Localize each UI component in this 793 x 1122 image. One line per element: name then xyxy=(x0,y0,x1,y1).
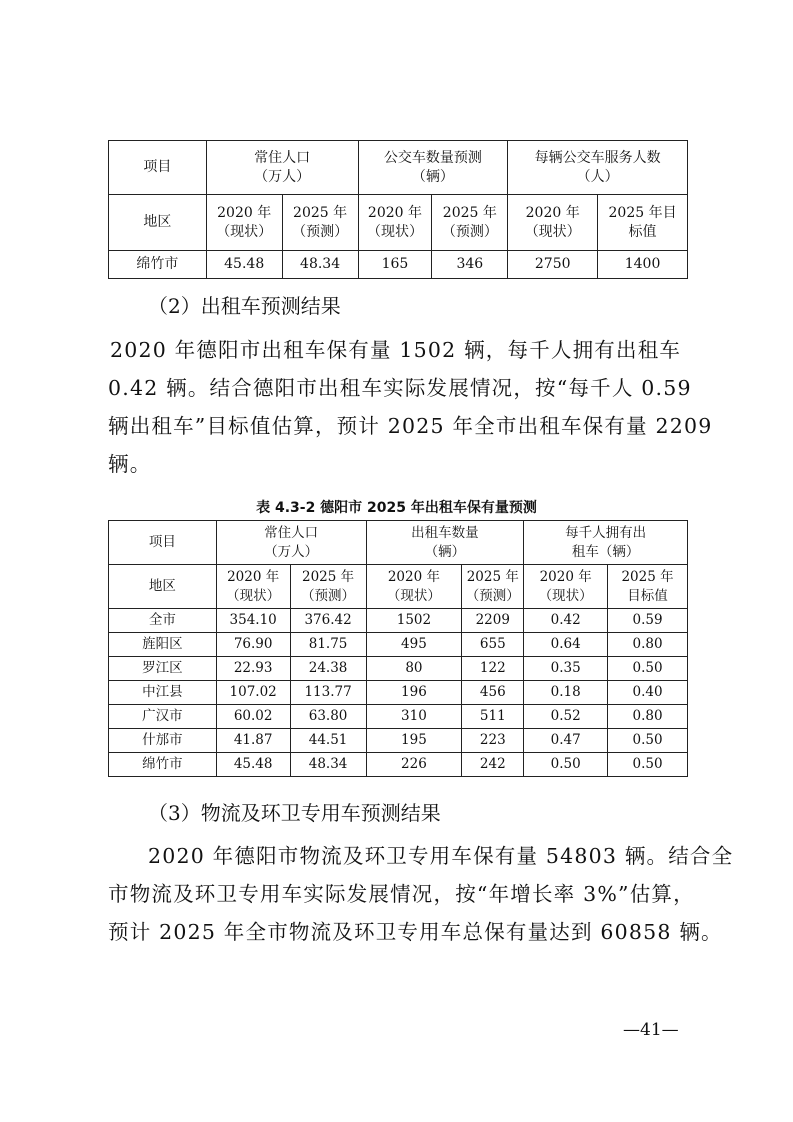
subheader-cell: 2025 年 （预测） xyxy=(462,565,524,609)
table-row xyxy=(109,633,688,657)
header-serve-per-bus: 每辆公交车服务人数 （人） xyxy=(508,141,688,195)
subheader-cell: 2020 年 （现状） xyxy=(524,565,608,609)
table-cell: 绵竹市 xyxy=(109,753,217,777)
table-cell: 63.80 xyxy=(290,705,366,729)
table-cell: 196 xyxy=(366,681,462,705)
table-cell: 0.80 xyxy=(608,633,688,657)
table-cell: 310 xyxy=(366,705,462,729)
table-cell: 2750 xyxy=(508,251,598,279)
table-cell: 44.51 xyxy=(290,729,366,753)
subheader-cell: 2020 年 （现状） xyxy=(358,195,432,251)
table-cell: 22.93 xyxy=(216,657,290,681)
table-cell: 0.50 xyxy=(524,753,608,777)
header-item: 项目 xyxy=(109,521,217,565)
table-header-row xyxy=(109,521,688,565)
subheader-cell: 2025 年 （预测） xyxy=(290,565,366,609)
table-cell: 0.18 xyxy=(524,681,608,705)
bus-forecast-table xyxy=(108,140,688,279)
table-cell: 0.50 xyxy=(608,729,688,753)
table-cell: 346 xyxy=(432,251,508,279)
table-cell: 0.64 xyxy=(524,633,608,657)
table-cell: 60.02 xyxy=(216,705,290,729)
table-cell: 223 xyxy=(462,729,524,753)
subheader-region: 地区 xyxy=(109,565,217,609)
table-cell: 罗江区 xyxy=(109,657,217,681)
table-cell: 226 xyxy=(366,753,462,777)
subheader-region: 地区 xyxy=(109,195,207,251)
subheader-cell: 2025 年 （预测） xyxy=(432,195,508,251)
table-cell: 48.34 xyxy=(290,753,366,777)
table-cell: 0.40 xyxy=(608,681,688,705)
table-subheader-row xyxy=(109,565,688,609)
table-cell: 41.87 xyxy=(216,729,290,753)
paragraph-line: 2020 年德阳市物流及环卫专用车保有量 54803 辆。结合全 xyxy=(148,844,734,868)
table-cell: 0.50 xyxy=(608,657,688,681)
paragraph-line: 2020 年德阳市出租车保有量 1502 辆，每千人拥有出租车 xyxy=(110,338,682,362)
table-cell: 0.47 xyxy=(524,729,608,753)
table-cell: 中江县 xyxy=(109,681,217,705)
table-cell: 什邡市 xyxy=(109,729,217,753)
header-item: 项目 xyxy=(109,141,207,195)
subheader-cell: 2020 年 （现状） xyxy=(508,195,598,251)
table-cell: 0.59 xyxy=(608,609,688,633)
paragraph-line: 辆出租车”目标值估算，预计 2025 年全市出租车保有量 2209 xyxy=(108,414,713,438)
table-cell: 0.80 xyxy=(608,705,688,729)
table-caption: 表 4.3-2 德阳市 2025 年出租车保有量预测 xyxy=(256,500,537,516)
paragraph-line: 0.42 辆。结合德阳市出租车实际发展情况，按“每千人 0.59 xyxy=(108,376,692,400)
table-cell: 48.34 xyxy=(282,251,358,279)
table-cell: 旌阳区 xyxy=(109,633,217,657)
header-bus-count: 公交车数量预测 （辆） xyxy=(358,141,508,195)
page-number: —41— xyxy=(623,1020,679,1040)
table-row xyxy=(109,729,688,753)
paragraph-line: 预计 2025 年全市物流及环卫专用车总保有量达到 60858 辆。 xyxy=(108,920,723,944)
table-cell: 45.48 xyxy=(206,251,282,279)
table-row xyxy=(109,681,688,705)
paragraph-line: 辆。 xyxy=(108,452,152,476)
paragraph-line: 市物流及环卫专用车实际发展情况，按“年增长率 3%”估算， xyxy=(108,882,695,906)
table-row xyxy=(109,705,688,729)
table-cell: 0.52 xyxy=(524,705,608,729)
table-row xyxy=(109,657,688,681)
subheader-cell: 2025 年 目标值 xyxy=(608,565,688,609)
table-cell: 全市 xyxy=(109,609,217,633)
table-cell: 广汉市 xyxy=(109,705,217,729)
subheader-cell: 2025 年 （预测） xyxy=(282,195,358,251)
section-heading-taxi: （2）出租车预测结果 xyxy=(148,294,341,318)
table-body xyxy=(109,609,688,777)
subheader-cell: 2025 年目 标值 xyxy=(598,195,688,251)
header-taxi-count: 出租车数量 （辆） xyxy=(366,521,524,565)
table-cell: 511 xyxy=(462,705,524,729)
table-cell: 495 xyxy=(366,633,462,657)
table-cell: 81.75 xyxy=(290,633,366,657)
header-population: 常住人口 （万人） xyxy=(216,521,366,565)
table-header-row xyxy=(109,141,688,195)
table-cell: 76.90 xyxy=(216,633,290,657)
table-cell: 354.10 xyxy=(216,609,290,633)
table-cell: 45.48 xyxy=(216,753,290,777)
table-cell: 绵竹市 xyxy=(109,251,207,279)
table-cell: 24.38 xyxy=(290,657,366,681)
table-cell: 242 xyxy=(462,753,524,777)
section-heading-logistics: （3）物流及环卫专用车预测结果 xyxy=(148,801,441,825)
subheader-cell: 2020 年 （现状） xyxy=(216,565,290,609)
table-cell: 376.42 xyxy=(290,609,366,633)
table-cell: 2209 xyxy=(462,609,524,633)
table-row xyxy=(109,753,688,777)
table-cell: 122 xyxy=(462,657,524,681)
table-row xyxy=(109,609,688,633)
header-population: 常住人口 （万人） xyxy=(206,141,358,195)
table-subheader-row xyxy=(109,195,688,251)
subheader-cell: 2020 年 （现状） xyxy=(206,195,282,251)
table-cell: 195 xyxy=(366,729,462,753)
header-per-thousand: 每千人拥有出 租车（辆） xyxy=(524,521,688,565)
table-cell: 0.50 xyxy=(608,753,688,777)
table-cell: 0.35 xyxy=(524,657,608,681)
taxi-forecast-table xyxy=(108,520,688,777)
subheader-cell: 2020 年 （现状） xyxy=(366,565,462,609)
table-cell: 113.77 xyxy=(290,681,366,705)
table-cell: 0.42 xyxy=(524,609,608,633)
table-cell: 456 xyxy=(462,681,524,705)
table-cell: 165 xyxy=(358,251,432,279)
table-cell: 107.02 xyxy=(216,681,290,705)
table-cell: 1502 xyxy=(366,609,462,633)
table-row xyxy=(109,251,688,279)
table-cell: 80 xyxy=(366,657,462,681)
table-cell: 1400 xyxy=(598,251,688,279)
table-cell: 655 xyxy=(462,633,524,657)
